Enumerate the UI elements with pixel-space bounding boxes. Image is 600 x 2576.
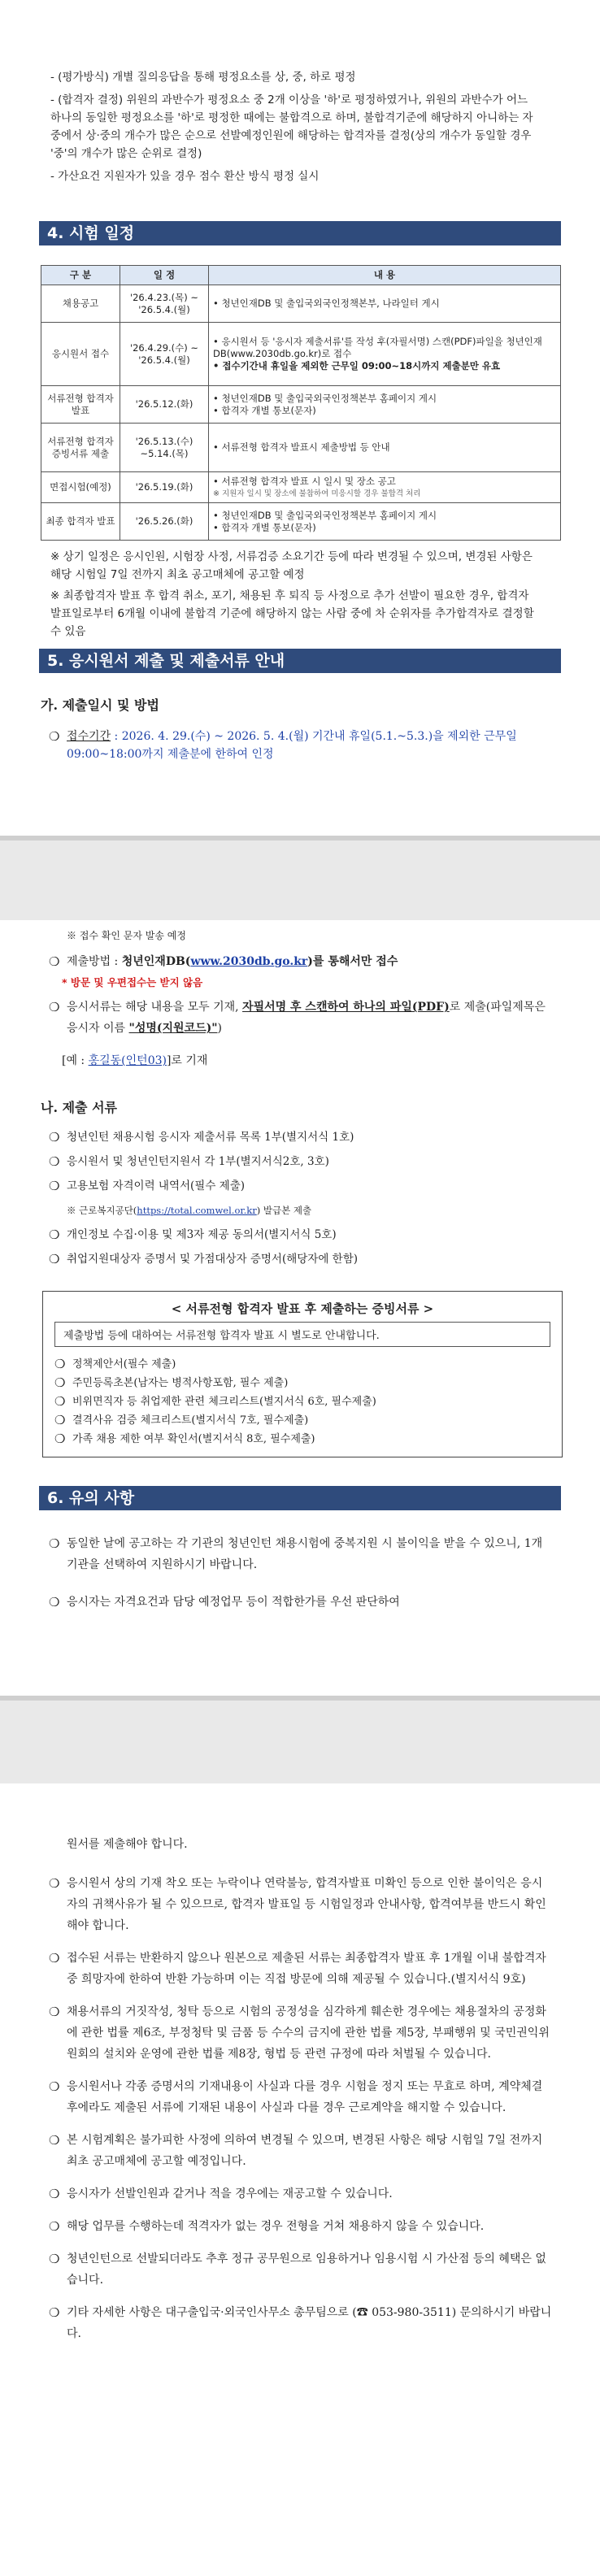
- document-page-3: [0, 1783, 600, 2576]
- notice-item: ❍ 기타 자세한 사항은 대구출입국·외국인사무소 총무팀으로 (☎ 053-980-3511) 문의하시기 바랍니다.: [49, 2302, 553, 2344]
- subheading-documents: 나. 제출 서류: [41, 1100, 117, 1115]
- proof-box-info: 제출방법 등에 대하여는 서류전형 합격자 발표 시 별도로 안내합니다.: [54, 1322, 550, 1347]
- comwel-note: ※ 근로복지공단(https://total.comwel.or.kr) 발급본 제출: [67, 1205, 312, 1216]
- row-type: 서류전형 합격자 증빙서류 제출: [41, 424, 120, 472]
- circle-bullet-icon: ❍: [49, 1536, 60, 1551]
- row-content: • 응시원서 등 '응시자 제출서류'를 작성 후(자필서명) 스캔(PDF)파일을 청년인재DB(www.2030db.go.kr)로 접수 • 접수기간내 휴일을 제외한 근무일 09:00~18시까지 제출분만 유효: [209, 323, 561, 386]
- proof-box-title: < 서류전형 합격자 발표 후 제출하는 증빙서류 >: [171, 1301, 434, 1316]
- circle-bullet-icon: ❍: [49, 1227, 60, 1242]
- notice-item: ❍ 접수된 서류는 반환하지 않으나 원본으로 제출된 서류는 최종합격자 발표 후 1개월 이내 불합격자 중 희망자에 한하여 반환 가능하며 이는 직접 방문에 의해 제공될 수 있습니다.(별지서식 9호): [49, 1948, 553, 1990]
- schedule-header-type: 구 분: [41, 266, 120, 285]
- document-page-2: [0, 920, 600, 1696]
- table-row: [41, 285, 561, 323]
- notice-item: ❍ 응시자는 자격요건과 담당 예정업무 등이 적합한가를 우선 판단하여: [49, 1592, 553, 1613]
- circle-bullet-icon: ❍: [49, 1154, 60, 1169]
- list-item: ❍ 취업지원대상자 증명서 및 가점대상자 증명서(해당자에 한함): [49, 1247, 553, 1271]
- circle-bullet-icon: ❍: [49, 1179, 60, 1193]
- row-content: • 청년인재DB 및 출입국외국인정책본부, 나라일터 게시: [209, 285, 561, 323]
- schedule-note: ※ 상기 일정은 응시인원, 시험장 사정, 서류검증 소요기간 등에 따라 변경될 수 있으며, 변경된 사항은 해당 시험일 7일 전까지 최초 공고매체에 공고할 예정: [50, 550, 533, 581]
- method-item: ❍ 제출방법 : 청년인재DB(www.2030db.go.kr)를 통해서만 접수: [49, 954, 398, 969]
- circle-bullet-icon: ❍: [49, 2219, 60, 2234]
- row-date: '26.4.29.(수) ~ '26.5.4.(월): [120, 323, 209, 386]
- notice-continuation: 원서를 제출해야 합니다.: [67, 1838, 188, 1851]
- table-row: [41, 386, 561, 424]
- row-content: • 서류전형 합격자 발표시 제출방법 등 안내: [209, 424, 561, 472]
- row-content: • 청년인재DB 및 출입국외국인정책본부 홈페이지 게시 • 합격자 개별 통보(문자): [209, 503, 561, 541]
- subheading-period-method: 가. 제출일시 및 방법: [41, 697, 159, 713]
- notice-item: ❍ 응시원서 상의 기재 착오 또는 누락이나 연락불능, 합격자발표 미확인 등으로 인한 불이익은 응시자의 귀책사유가 될 수 있으므로, 합격자 발표일 등 시험일정과 안내사항, 합격여부를 반드시 확인해야 합니다.: [49, 1873, 553, 1936]
- section-title-application: 5. 응시원서 제출 및 제출서류 안내: [39, 649, 561, 673]
- schedule-note: ※ 최종합격자 발표 후 합격 취소, 포기, 채용된 후 퇴직 등 사정으로 추가 선발이 필요한 경우, 합격자 발표일로부터 6개월 이내에 불합격 기준에 해당하지 않는 사람 중에 차 순위자를 추가합격자로 결정할 수 있음: [50, 589, 534, 638]
- row-type: 채용공고: [41, 285, 120, 323]
- proof-documents-box: [42, 1291, 563, 1457]
- row-date: '26.5.19.(화): [120, 472, 209, 503]
- row-type: 최종 합격자 발표: [41, 503, 120, 541]
- circle-bullet-icon: ❍: [49, 1951, 60, 1966]
- table-row: [41, 472, 561, 503]
- row-content: • 서류전형 합격자 발표 시 일시 및 장소 공고 ※ 지원자 일시 및 장소에 불참하여 미응시할 경우 불합격 처리: [209, 472, 561, 503]
- docs-item: ❍ 응시서류는 해당 내용을 모두 기재, 자필서명 후 스캔하여 하나의 파일(PDF)로 제출(파일제목은 응시자 이름 "성명(지원코드)"): [49, 997, 553, 1039]
- page-separator: [0, 836, 600, 920]
- circle-bullet-icon: ❍: [49, 1595, 60, 1609]
- document-page-1: [0, 0, 600, 836]
- list-item: ❍ 비위면직자 등 취업제한 관련 체크리스트(별지서식 6호, 필수제출): [54, 1392, 550, 1411]
- list-item: ❍ 결격사유 검증 체크리스트(별지서식 7호, 필수제출): [54, 1411, 550, 1430]
- circle-bullet-icon: ❍: [54, 1375, 66, 1390]
- circle-bullet-icon: ❍: [49, 2079, 60, 2094]
- list-item: ❍ 고용보험 자격이력 내역서(필수 제출): [49, 1174, 553, 1198]
- circle-bullet-icon: ❍: [49, 2252, 60, 2266]
- schedule-notes: [50, 548, 538, 641]
- circle-bullet-icon: ❍: [49, 729, 60, 744]
- circle-bullet-icon: ❍: [49, 2305, 60, 2320]
- comwel-link[interactable]: https://total.comwel.or.kr: [137, 1205, 257, 1216]
- row-date: '26.5.12.(화): [120, 386, 209, 424]
- section-title-schedule: 4. 시험 일정: [39, 221, 561, 245]
- circle-bullet-icon: ❍: [49, 1130, 60, 1145]
- notice-item: ❍ 동일한 날에 공고하는 각 기관의 청년인턴 채용시험에 중복지원 시 불이익을 받을 수 있으니, 1개 기관을 선택하여 지원하시기 바랍니다.: [49, 1533, 553, 1575]
- table-row: [41, 424, 561, 472]
- period-item: ❍ 접수기간 : 2026. 4. 29.(수) ~ 2026. 5. 4.(월) 기간내 휴일(5.1.~5.3.)을 제외한 근무일 09:00~18:00까지 제출분에 한하여 인정: [49, 728, 553, 763]
- row-type: 면접시험(예정): [41, 472, 120, 503]
- row-date: '26.5.26.(화): [120, 503, 209, 541]
- circle-bullet-icon: ❍: [49, 954, 60, 969]
- table-row: [41, 503, 561, 541]
- notice-item: ❍ 본 시험계획은 불가피한 사정에 의하여 변경될 수 있으며, 변경된 사항은 해당 시험일 7일 전까지 최초 공고매체에 공고할 예정입니다.: [49, 2130, 553, 2172]
- circle-bullet-icon: ❍: [49, 1876, 60, 1891]
- example-line: [예 : 홍길동(인턴03)]로 기재: [62, 1054, 208, 1067]
- page-separator: [0, 1696, 600, 1783]
- list-item: ❍ 가족 채용 제한 여부 확인서(별지서식 8호, 필수제출): [54, 1430, 550, 1449]
- notice-item: ❍ 응시자가 선발인원과 같거나 적을 경우에는 재공고할 수 있습니다.: [49, 2183, 553, 2205]
- schedule-header-date: 일 정: [120, 266, 209, 285]
- row-date: '26.4.23.(목) ~ '26.5.4.(월): [120, 285, 209, 323]
- notice-item: ❍ 청년인턴으로 선발되더라도 추후 정규 공무원으로 임용하거나 임용시험 시 가산점 등의 혜택은 없습니다.: [49, 2248, 553, 2291]
- notice-item: ❍ 응시원서나 각종 증명서의 기재내용이 사실과 다를 경우 시험을 정지 또는 무효로 하며, 계약체결 후에라도 제출된 서류에 기재된 내용이 사실과 다를 경우 근로계약을 해지할 수 있습니다.: [49, 2076, 553, 2118]
- circle-bullet-icon: ❍: [49, 1252, 60, 1266]
- no-mail-note: * 방문 및 우편접수는 받지 않음: [62, 976, 203, 988]
- section-title-notes: 6. 유의 사항: [39, 1486, 561, 1510]
- db-link[interactable]: www.2030db.go.kr: [190, 955, 308, 968]
- circle-bullet-icon: ❍: [54, 1394, 66, 1409]
- circle-bullet-icon: ❍: [49, 2187, 60, 2201]
- circle-bullet-icon: ❍: [54, 1431, 66, 1446]
- bullet-bonus: - 가산요건 지원자가 있을 경우 점수 환산 방식 평정 실시: [50, 170, 320, 183]
- list-item: ❍ 응시원서 및 청년인턴지원서 각 1부(별지서식2호, 3호): [49, 1149, 553, 1174]
- circle-bullet-icon: ❍: [49, 2133, 60, 2148]
- schedule-header-content: 내 용: [209, 266, 561, 285]
- table-row: [41, 323, 561, 386]
- row-type: 서류전형 합격자 발표: [41, 386, 120, 424]
- notices-list: [49, 1873, 553, 2344]
- circle-bullet-icon: ❍: [49, 1000, 60, 1014]
- row-date: '26.5.13.(수) ~5.14.(목): [120, 424, 209, 472]
- documents-list: [49, 1125, 553, 1271]
- circle-bullet-icon: ❍: [54, 1413, 66, 1427]
- sms-note: ※ 접수 확인 문자 발송 예정: [67, 930, 186, 941]
- row-type: 응시원서 접수: [41, 323, 120, 386]
- list-item: ❍ 청년인턴 채용시험 응시자 제출서류 목록 1부(별지서식 1호): [49, 1125, 553, 1149]
- row-content: • 청년인재DB 및 출입국외국인정책본부 홈페이지 게시 • 합격자 개별 통보(문자): [209, 386, 561, 424]
- notice-item: ❍ 채용서류의 거짓작성, 청탁 등으로 시험의 공정성을 심각하게 훼손한 경우에는 채용절차의 공정화에 관한 법률 제6조, 부정청탁 및 금품 등 수수의 금지에 관한 법률 제5장, 부패행위 및 국민권익위원회의 설치와 운영에 관한 법률 제8장, 형법 등 관련 규정에 따라 처벌될 수 있습니다.: [49, 2001, 553, 2065]
- list-item: ❍ 개인정보 수집·이용 및 제3자 제공 동의서(별지서식 5호): [49, 1223, 553, 1247]
- list-item: ❍ 주민등록초본(남자는 병적사항포함, 필수 제출): [54, 1374, 550, 1392]
- evaluation-bullets: [50, 68, 538, 185]
- notice-item: ❍ 해당 업무를 수행하는데 적격자가 없는 경우 전형을 거쳐 채용하지 않을 수 있습니다.: [49, 2216, 553, 2237]
- list-item: ❍ 정책제안서(필수 제출): [54, 1355, 550, 1374]
- bullet-eval-method: - (평가방식) 개별 질의응답을 통해 평정요소를 상, 중, 하로 평정: [50, 71, 356, 84]
- circle-bullet-icon: ❍: [49, 2005, 60, 2019]
- circle-bullet-icon: ❍: [54, 1357, 66, 1371]
- bullet-pass-decision: - (합격자 결정) 위원의 과반수가 평정요소 중 2개 이상을 '하'로 평정하였거나, 위원의 과반수가 어느 하나의 동일한 평정요소를 '하'로 평정한 때에는 불합격으로 하며, 불합격기준에 해당하지 아니하는 자 중에서 상·중의 개수가 많은 순으로 선발예정인원에 해당하는 합격자를 결정(상의 개수가 동일할 경우 '중'의 개수가 많은 순위로 결정): [50, 93, 533, 160]
- schedule-table: [41, 265, 561, 541]
